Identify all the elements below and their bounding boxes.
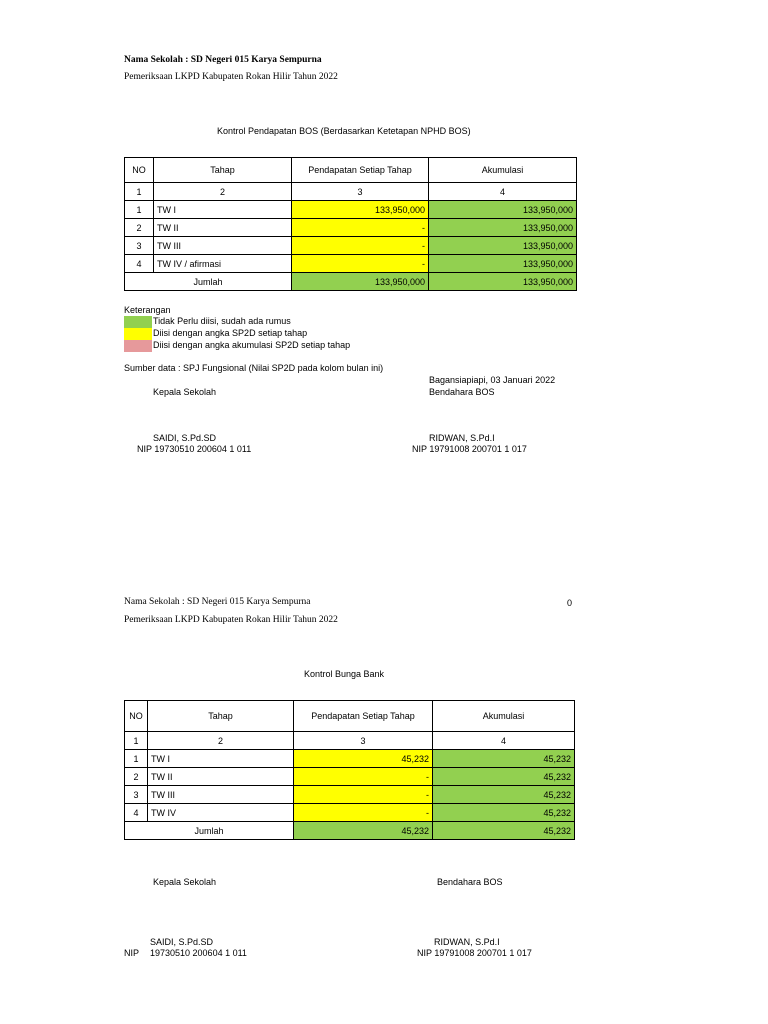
table-row [125, 750, 575, 768]
table-row [125, 786, 575, 804]
header-akumulasi: Akumulasi [429, 158, 577, 183]
row-tahap: TW I [148, 750, 294, 768]
index-cell: 2 [148, 732, 294, 750]
row-akumulasi: 45,232 [433, 804, 575, 822]
corner-value: 0 [567, 598, 573, 608]
left-signatory-role: Kepala Sekolah [153, 387, 217, 397]
left-signatory-name: SAIDI, S.Pd.SD [153, 433, 217, 443]
row-tahap: TW III [154, 237, 292, 255]
row-akumulasi: 133,950,000 [429, 255, 577, 273]
left-signatory-nip: 19730510 200604 1 011 [150, 948, 247, 958]
left-signatory-name: SAIDI, S.Pd.SD [150, 937, 214, 947]
row-no: 4 [125, 804, 148, 822]
index-cell: 1 [125, 183, 154, 201]
row-no: 1 [125, 750, 148, 768]
index-cell: 2 [154, 183, 292, 201]
school-name: Nama Sekolah : SD Negeri 015 Karya Sempurna [124, 55, 322, 65]
row-pendapatan[interactable]: - [292, 219, 429, 237]
right-signatory-role: Bendahara BOS [437, 877, 503, 887]
row-tahap: TW IV / afirmasi [154, 255, 292, 273]
right-signatory-role: Bendahara BOS [429, 387, 495, 397]
row-pendapatan[interactable]: - [294, 804, 433, 822]
legend-swatch-green [124, 316, 152, 328]
total-pendapatan: 133,950,000 [292, 273, 429, 291]
table-row [125, 201, 577, 219]
legend-swatch-pink [124, 340, 152, 352]
left-nip-label: NIP [124, 948, 140, 958]
row-no: 3 [125, 786, 148, 804]
total-label: Jumlah [125, 273, 292, 291]
right-signatory-nip: NIP 19791008 200701 1 017 [412, 444, 527, 454]
left-signatory-nip: NIP 19730510 200604 1 011 [137, 444, 252, 454]
place-date: Bagansiapiapi, 03 Januari 2022 [429, 375, 556, 385]
row-no: 2 [125, 768, 148, 786]
header-pendapatan: Pendapatan Setiap Tahap [294, 701, 433, 732]
header-no: NO [125, 158, 154, 183]
legend-title: Keterangan [124, 305, 171, 315]
header-pendapatan: Pendapatan Setiap Tahap [292, 158, 429, 183]
table-total-row [125, 822, 575, 840]
index-cell: 3 [292, 183, 429, 201]
table-index-row [125, 183, 577, 201]
row-pendapatan[interactable]: 133,950,000 [292, 201, 429, 219]
row-akumulasi: 45,232 [433, 750, 575, 768]
table-index-row [125, 732, 575, 750]
exam-title: Pemeriksaan LKPD Kabupaten Rokan Hilir Tahun 2022 [124, 72, 338, 82]
table-row [125, 255, 577, 273]
index-cell: 3 [294, 732, 433, 750]
right-signatory-nip: NIP 19791008 200701 1 017 [417, 948, 532, 958]
row-no: 3 [125, 237, 154, 255]
row-tahap: TW II [148, 768, 294, 786]
bos-income-table [124, 157, 577, 291]
index-cell: 4 [429, 183, 577, 201]
row-pendapatan[interactable]: - [294, 786, 433, 804]
row-akumulasi: 133,950,000 [429, 201, 577, 219]
row-tahap: TW I [154, 201, 292, 219]
table-header-row [125, 158, 577, 183]
index-cell: 4 [433, 732, 575, 750]
total-akumulasi: 133,950,000 [429, 273, 577, 291]
data-source: Sumber data : SPJ Fungsional (Nilai SP2D pada kolom bulan ini) [124, 363, 384, 373]
right-signatory-name: RIDWAN, S.Pd.I [429, 433, 495, 443]
row-akumulasi: 45,232 [433, 786, 575, 804]
row-tahap: TW IV [148, 804, 294, 822]
bank-interest-table [124, 700, 575, 840]
index-cell: 1 [125, 732, 148, 750]
legend-item: Diisi dengan angka akumulasi SP2D setiap tahap [153, 340, 351, 350]
table-title: Kontrol Bunga Bank [304, 669, 385, 679]
legend-swatch-yellow [124, 328, 152, 340]
row-akumulasi: 133,950,000 [429, 237, 577, 255]
row-no: 4 [125, 255, 154, 273]
row-akumulasi: 133,950,000 [429, 219, 577, 237]
total-label: Jumlah [125, 822, 294, 840]
row-no: 2 [125, 219, 154, 237]
row-pendapatan[interactable]: 45,232 [294, 750, 433, 768]
legend-item: Diisi dengan angka SP2D setiap tahap [153, 328, 308, 338]
row-pendapatan[interactable]: - [292, 237, 429, 255]
row-pendapatan[interactable]: - [294, 768, 433, 786]
header-akumulasi: Akumulasi [433, 701, 575, 732]
row-akumulasi: 45,232 [433, 768, 575, 786]
right-signatory-name: RIDWAN, S.Pd.I [434, 937, 500, 947]
table-total-row [125, 273, 577, 291]
header-no: NO [125, 701, 148, 732]
total-pendapatan: 45,232 [294, 822, 433, 840]
header-tahap: Tahap [148, 701, 294, 732]
table-row [125, 804, 575, 822]
row-pendapatan[interactable]: - [292, 255, 429, 273]
row-tahap: TW III [148, 786, 294, 804]
legend-item: Tidak Perlu diisi, sudah ada rumus [153, 316, 291, 326]
row-tahap: TW II [154, 219, 292, 237]
exam-title: Pemeriksaan LKPD Kabupaten Rokan Hilir Tahun 2022 [124, 615, 338, 625]
table-title: Kontrol Pendapatan BOS (Berdasarkan Ketetapan NPHD BOS) [217, 126, 471, 136]
left-signatory-role: Kepala Sekolah [153, 877, 217, 887]
table-header-row [125, 701, 575, 732]
header-tahap: Tahap [154, 158, 292, 183]
table-row [125, 237, 577, 255]
school-name: Nama Sekolah : SD Negeri 015 Karya Sempurna [124, 597, 311, 607]
table-row [125, 768, 575, 786]
total-akumulasi: 45,232 [433, 822, 575, 840]
row-no: 1 [125, 201, 154, 219]
table-row [125, 219, 577, 237]
